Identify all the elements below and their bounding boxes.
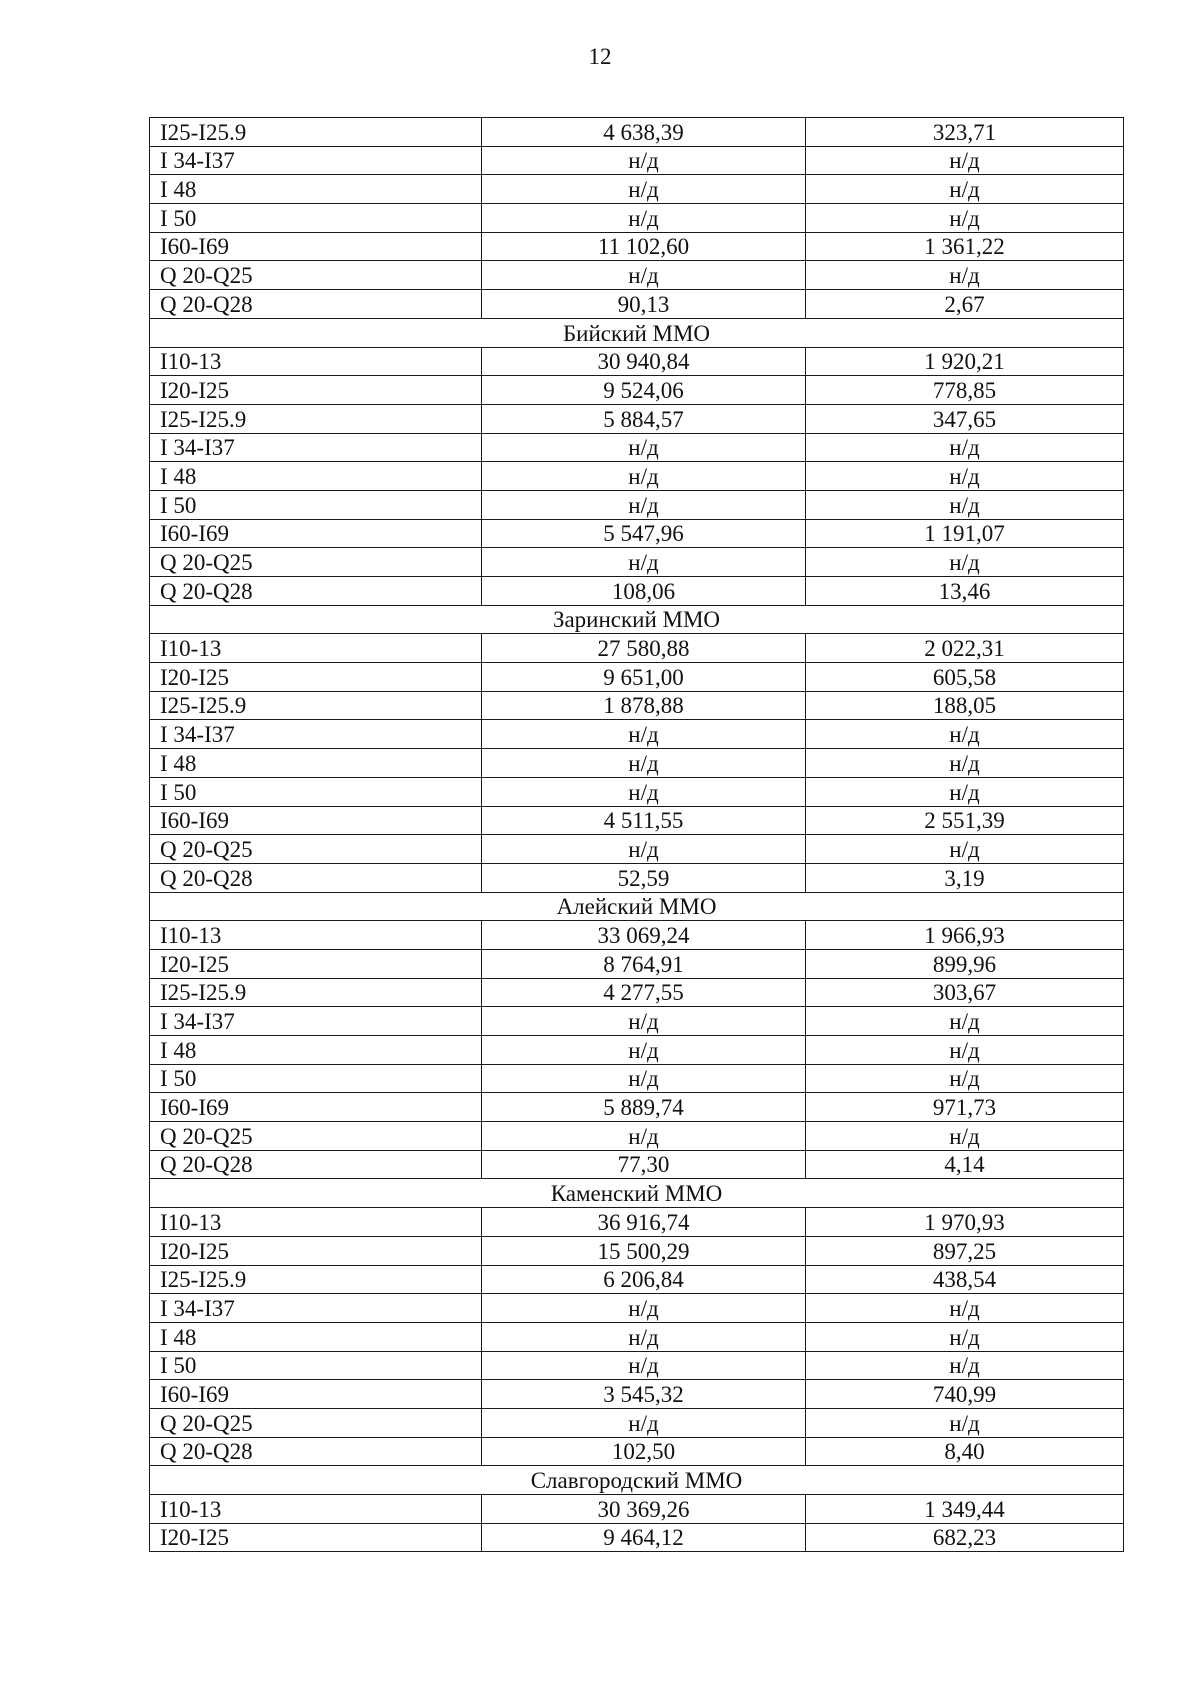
diagnosis-code-cell: I10-13 bbox=[150, 1495, 482, 1524]
table-row bbox=[150, 118, 1124, 147]
value-cell-2: 740,99 bbox=[806, 1380, 1124, 1409]
value-cell-1: 6 206,84 bbox=[482, 1265, 806, 1294]
value-cell-2: н/д bbox=[806, 1064, 1124, 1093]
value-cell-1: 52,59 bbox=[482, 863, 806, 892]
value-cell-1: 11 102,60 bbox=[482, 232, 806, 261]
table-row bbox=[150, 1064, 1124, 1093]
diagnosis-code-cell: Q 20-Q28 bbox=[150, 1150, 482, 1179]
diagnosis-code-cell: I60-I69 bbox=[150, 232, 482, 261]
value-cell-2: н/д bbox=[806, 490, 1124, 519]
table-row bbox=[150, 1150, 1124, 1179]
value-cell-2: 3,19 bbox=[806, 863, 1124, 892]
diagnosis-code-cell: I 50 bbox=[150, 777, 482, 806]
table-row bbox=[150, 175, 1124, 204]
value-cell-1: 15 500,29 bbox=[482, 1236, 806, 1265]
diagnosis-code-cell: Q 20-Q25 bbox=[150, 1408, 482, 1437]
table-row bbox=[150, 634, 1124, 663]
table-row bbox=[150, 1036, 1124, 1065]
section-title: Каменский ММО bbox=[150, 1179, 1124, 1208]
diagnosis-code-cell: I 48 bbox=[150, 1322, 482, 1351]
diagnosis-code-cell: Q 20-Q28 bbox=[150, 290, 482, 319]
table-row bbox=[150, 1208, 1124, 1237]
table-row bbox=[150, 1294, 1124, 1323]
section-title: Славгородский ММО bbox=[150, 1466, 1124, 1495]
table-row bbox=[150, 490, 1124, 519]
value-cell-1: н/д bbox=[482, 462, 806, 491]
value-cell-1: 30 940,84 bbox=[482, 347, 806, 376]
value-cell-1: н/д bbox=[482, 548, 806, 577]
diagnosis-code-cell: I25-I25.9 bbox=[150, 118, 482, 147]
value-cell-2: н/д bbox=[806, 433, 1124, 462]
value-cell-2: 897,25 bbox=[806, 1236, 1124, 1265]
value-cell-1: н/д bbox=[482, 175, 806, 204]
value-cell-2: 1 349,44 bbox=[806, 1495, 1124, 1524]
diagnosis-code-cell: I60-I69 bbox=[150, 1380, 482, 1409]
value-cell-1: 102,50 bbox=[482, 1437, 806, 1466]
value-cell-1: н/д bbox=[482, 261, 806, 290]
diagnosis-code-cell: I 48 bbox=[150, 175, 482, 204]
diagnosis-code-cell: Q 20-Q25 bbox=[150, 261, 482, 290]
value-cell-2: 605,58 bbox=[806, 663, 1124, 692]
table-row bbox=[150, 1322, 1124, 1351]
diagnosis-code-cell: I 34-I37 bbox=[150, 1007, 482, 1036]
section-title: Бийский ММО bbox=[150, 318, 1124, 347]
table-row bbox=[150, 1351, 1124, 1380]
table-row bbox=[150, 1408, 1124, 1437]
table-row bbox=[150, 146, 1124, 175]
value-cell-1: 5 889,74 bbox=[482, 1093, 806, 1122]
diagnosis-code-cell: I60-I69 bbox=[150, 806, 482, 835]
diagnosis-code-cell: I20-I25 bbox=[150, 376, 482, 405]
value-cell-2: н/д bbox=[806, 777, 1124, 806]
table-row bbox=[150, 577, 1124, 606]
diagnosis-code-cell: Q 20-Q25 bbox=[150, 835, 482, 864]
diagnosis-code-cell: Q 20-Q25 bbox=[150, 548, 482, 577]
value-cell-2: 2 551,39 bbox=[806, 806, 1124, 835]
table-row bbox=[150, 1265, 1124, 1294]
value-cell-2: 13,46 bbox=[806, 577, 1124, 606]
table-row bbox=[150, 376, 1124, 405]
diagnosis-code-cell: I60-I69 bbox=[150, 519, 482, 548]
value-cell-2: 1 361,22 bbox=[806, 232, 1124, 261]
value-cell-2: 1 191,07 bbox=[806, 519, 1124, 548]
diagnosis-code-cell: I20-I25 bbox=[150, 663, 482, 692]
value-cell-1: н/д bbox=[482, 1322, 806, 1351]
value-cell-2: н/д bbox=[806, 720, 1124, 749]
diagnosis-code-cell: I25-I25.9 bbox=[150, 978, 482, 1007]
value-cell-2: н/д bbox=[806, 1408, 1124, 1437]
table-row bbox=[150, 519, 1124, 548]
value-cell-1: н/д bbox=[482, 490, 806, 519]
value-cell-2: 1 920,21 bbox=[806, 347, 1124, 376]
diagnosis-code-cell: I10-13 bbox=[150, 921, 482, 950]
table-row bbox=[150, 978, 1124, 1007]
section-header-row bbox=[150, 318, 1124, 347]
value-cell-1: н/д bbox=[482, 777, 806, 806]
table-body bbox=[150, 118, 1124, 1552]
section-title: Заринский ММО bbox=[150, 605, 1124, 634]
table-row bbox=[150, 749, 1124, 778]
table-row bbox=[150, 1495, 1124, 1524]
table-row bbox=[150, 1380, 1124, 1409]
table-row bbox=[150, 1437, 1124, 1466]
statistics-table bbox=[149, 117, 1124, 1552]
section-title: Алейский ММО bbox=[150, 892, 1124, 921]
table-row bbox=[150, 1236, 1124, 1265]
value-cell-1: н/д bbox=[482, 1294, 806, 1323]
value-cell-1: н/д bbox=[482, 1408, 806, 1437]
value-cell-2: 2 022,31 bbox=[806, 634, 1124, 663]
value-cell-1: 5 547,96 bbox=[482, 519, 806, 548]
diagnosis-code-cell: I 34-I37 bbox=[150, 146, 482, 175]
value-cell-1: н/д bbox=[482, 835, 806, 864]
value-cell-2: н/д bbox=[806, 462, 1124, 491]
value-cell-1: н/д bbox=[482, 146, 806, 175]
table-row bbox=[150, 835, 1124, 864]
table-row bbox=[150, 1122, 1124, 1151]
diagnosis-code-cell: I 48 bbox=[150, 462, 482, 491]
table-row bbox=[150, 204, 1124, 233]
diagnosis-code-cell: I 50 bbox=[150, 490, 482, 519]
diagnosis-code-cell: Q 20-Q28 bbox=[150, 577, 482, 606]
value-cell-1: 4 511,55 bbox=[482, 806, 806, 835]
diagnosis-code-cell: I10-13 bbox=[150, 634, 482, 663]
diagnosis-code-cell: I10-13 bbox=[150, 347, 482, 376]
diagnosis-code-cell: Q 20-Q25 bbox=[150, 1122, 482, 1151]
diagnosis-code-cell: I20-I25 bbox=[150, 1236, 482, 1265]
value-cell-2: н/д bbox=[806, 1122, 1124, 1151]
table-row bbox=[150, 949, 1124, 978]
diagnosis-code-cell: I20-I25 bbox=[150, 949, 482, 978]
value-cell-1: н/д bbox=[482, 1007, 806, 1036]
value-cell-1: 9 524,06 bbox=[482, 376, 806, 405]
value-cell-2: 1 966,93 bbox=[806, 921, 1124, 950]
table-row bbox=[150, 404, 1124, 433]
value-cell-2: 682,23 bbox=[806, 1523, 1124, 1552]
value-cell-1: 77,30 bbox=[482, 1150, 806, 1179]
table-row bbox=[150, 548, 1124, 577]
value-cell-1: 8 764,91 bbox=[482, 949, 806, 978]
table-row bbox=[150, 720, 1124, 749]
value-cell-1: 1 878,88 bbox=[482, 691, 806, 720]
diagnosis-code-cell: I25-I25.9 bbox=[150, 404, 482, 433]
diagnosis-code-cell: I10-13 bbox=[150, 1208, 482, 1237]
value-cell-2: н/д bbox=[806, 1007, 1124, 1036]
value-cell-1: 9 651,00 bbox=[482, 663, 806, 692]
value-cell-1: 108,06 bbox=[482, 577, 806, 606]
value-cell-2: н/д bbox=[806, 261, 1124, 290]
table-row bbox=[150, 806, 1124, 835]
value-cell-2: 323,71 bbox=[806, 118, 1124, 147]
value-cell-1: н/д bbox=[482, 1351, 806, 1380]
value-cell-2: 188,05 bbox=[806, 691, 1124, 720]
value-cell-2: н/д bbox=[806, 835, 1124, 864]
section-header-row bbox=[150, 892, 1124, 921]
section-header-row bbox=[150, 605, 1124, 634]
diagnosis-code-cell: I25-I25.9 bbox=[150, 1265, 482, 1294]
diagnosis-code-cell: I25-I25.9 bbox=[150, 691, 482, 720]
value-cell-2: н/д bbox=[806, 146, 1124, 175]
value-cell-1: 33 069,24 bbox=[482, 921, 806, 950]
value-cell-2: 438,54 bbox=[806, 1265, 1124, 1294]
value-cell-2: 971,73 bbox=[806, 1093, 1124, 1122]
diagnosis-code-cell: I 48 bbox=[150, 1036, 482, 1065]
value-cell-1: 36 916,74 bbox=[482, 1208, 806, 1237]
value-cell-1: н/д bbox=[482, 1122, 806, 1151]
table-row bbox=[150, 462, 1124, 491]
value-cell-1: н/д bbox=[482, 720, 806, 749]
value-cell-2: н/д bbox=[806, 175, 1124, 204]
value-cell-2: 2,67 bbox=[806, 290, 1124, 319]
diagnosis-code-cell: Q 20-Q28 bbox=[150, 863, 482, 892]
value-cell-2: н/д bbox=[806, 204, 1124, 233]
value-cell-2: н/д bbox=[806, 1294, 1124, 1323]
value-cell-1: 4 277,55 bbox=[482, 978, 806, 1007]
table-row bbox=[150, 347, 1124, 376]
value-cell-1: 4 638,39 bbox=[482, 118, 806, 147]
page-number: 12 bbox=[588, 44, 612, 69]
diagnosis-code-cell: I 34-I37 bbox=[150, 1294, 482, 1323]
diagnosis-code-cell: I20-I25 bbox=[150, 1523, 482, 1552]
value-cell-1: н/д bbox=[482, 433, 806, 462]
table-row bbox=[150, 232, 1124, 261]
value-cell-1: 3 545,32 bbox=[482, 1380, 806, 1409]
diagnosis-code-cell: I 34-I37 bbox=[150, 720, 482, 749]
diagnosis-code-cell: Q 20-Q28 bbox=[150, 1437, 482, 1466]
diagnosis-code-cell: I 50 bbox=[150, 1064, 482, 1093]
table-row bbox=[150, 691, 1124, 720]
diagnosis-code-cell: I60-I69 bbox=[150, 1093, 482, 1122]
value-cell-2: н/д bbox=[806, 1036, 1124, 1065]
value-cell-2: н/д bbox=[806, 749, 1124, 778]
value-cell-1: н/д bbox=[482, 1036, 806, 1065]
diagnosis-code-cell: I 48 bbox=[150, 749, 482, 778]
value-cell-2: 303,67 bbox=[806, 978, 1124, 1007]
value-cell-1: 9 464,12 bbox=[482, 1523, 806, 1552]
value-cell-2: н/д bbox=[806, 1322, 1124, 1351]
value-cell-2: 8,40 bbox=[806, 1437, 1124, 1466]
table-row bbox=[150, 290, 1124, 319]
table-row bbox=[150, 921, 1124, 950]
table-row bbox=[150, 1007, 1124, 1036]
table-row bbox=[150, 777, 1124, 806]
value-cell-2: 899,96 bbox=[806, 949, 1124, 978]
value-cell-2: н/д bbox=[806, 1351, 1124, 1380]
section-header-row bbox=[150, 1179, 1124, 1208]
table-row bbox=[150, 433, 1124, 462]
table-row bbox=[150, 1093, 1124, 1122]
section-header-row bbox=[150, 1466, 1124, 1495]
value-cell-2: 1 970,93 bbox=[806, 1208, 1124, 1237]
diagnosis-code-cell: I 50 bbox=[150, 204, 482, 233]
table-row bbox=[150, 261, 1124, 290]
table-row bbox=[150, 1523, 1124, 1552]
value-cell-1: 90,13 bbox=[482, 290, 806, 319]
value-cell-1: 30 369,26 bbox=[482, 1495, 806, 1524]
value-cell-1: н/д bbox=[482, 204, 806, 233]
value-cell-2: 347,65 bbox=[806, 404, 1124, 433]
value-cell-2: 778,85 bbox=[806, 376, 1124, 405]
value-cell-1: 27 580,88 bbox=[482, 634, 806, 663]
value-cell-1: н/д bbox=[482, 1064, 806, 1093]
table-row bbox=[150, 863, 1124, 892]
value-cell-2: н/д bbox=[806, 548, 1124, 577]
diagnosis-code-cell: I 34-I37 bbox=[150, 433, 482, 462]
value-cell-1: н/д bbox=[482, 749, 806, 778]
value-cell-1: 5 884,57 bbox=[482, 404, 806, 433]
diagnosis-code-cell: I 50 bbox=[150, 1351, 482, 1380]
table-row bbox=[150, 663, 1124, 692]
value-cell-2: 4,14 bbox=[806, 1150, 1124, 1179]
